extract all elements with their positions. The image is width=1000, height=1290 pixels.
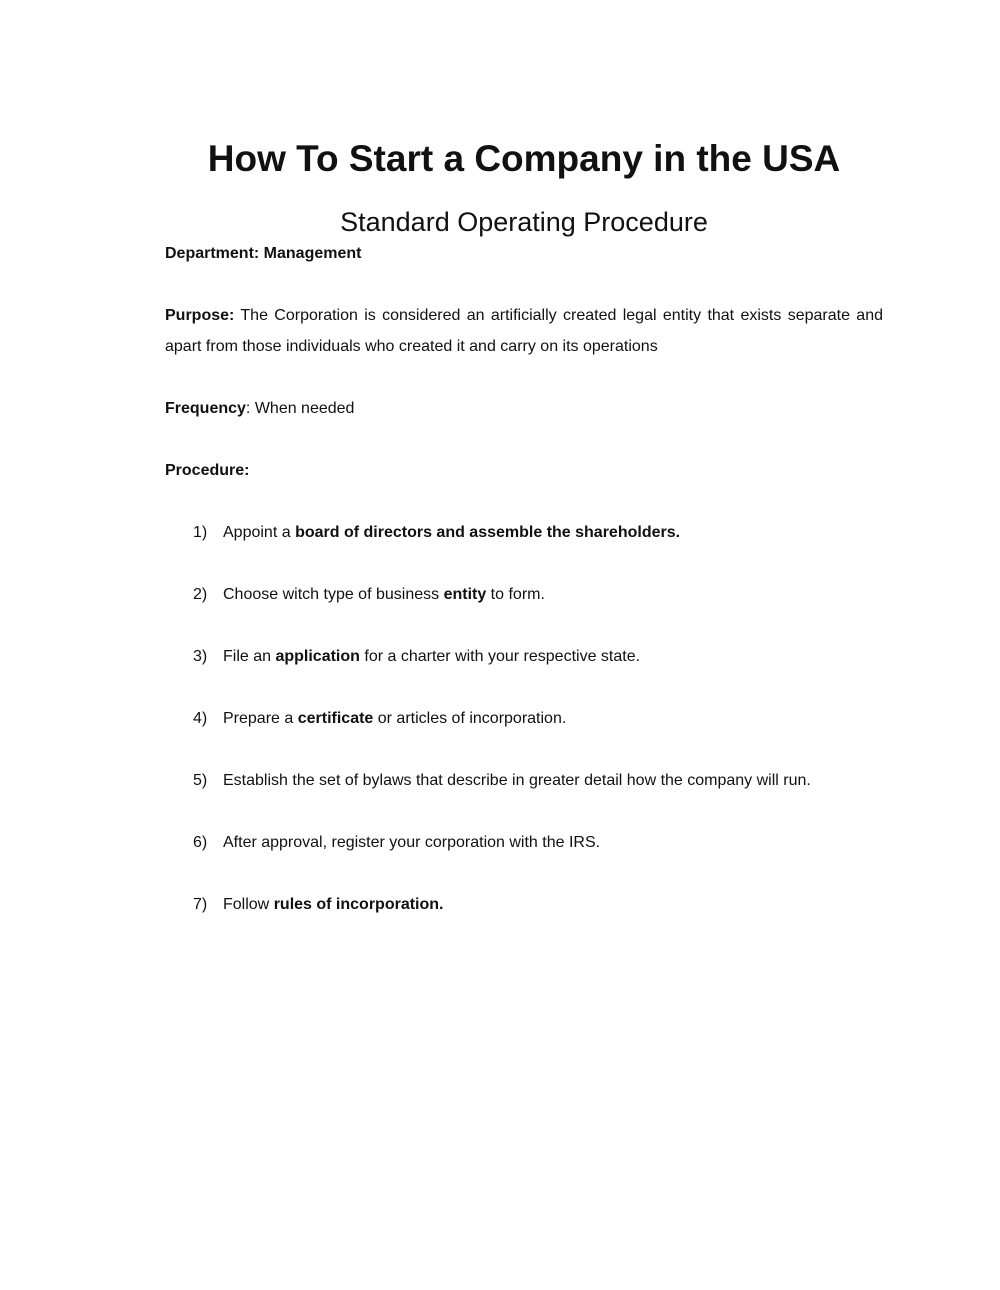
step-text-bold: rules of incorporation. — [273, 895, 444, 913]
step-number: 7) — [193, 895, 208, 913]
frequency-line — [165, 393, 883, 424]
department-line: Department: Management — [165, 244, 362, 262]
step-text — [223, 703, 883, 734]
step-number: 1) — [193, 523, 208, 541]
purpose-label: Purpose: — [165, 306, 235, 324]
step-text-bold: entity — [443, 585, 487, 603]
step-text-bold: application — [275, 647, 360, 665]
step-text-bold: board of directors and assemble the shareholders. — [295, 523, 681, 541]
step-text — [223, 765, 883, 796]
procedure-step-3 — [165, 641, 883, 672]
step-number: 3) — [193, 647, 208, 665]
step-text — [223, 889, 883, 920]
procedure-label: Procedure: — [165, 461, 250, 479]
frequency-text: : When needed — [245, 399, 355, 417]
procedure-step-7 — [165, 889, 883, 920]
step-text-regular: After approval, register your corporation with the IRS. — [223, 833, 601, 851]
step-text-regular: to form. — [486, 585, 545, 603]
procedure-step-4 — [165, 703, 883, 734]
step-number: 6) — [193, 833, 208, 851]
procedure-list — [165, 517, 883, 920]
document-body — [165, 238, 883, 920]
document-subtitle: Standard Operating Procedure — [340, 206, 708, 237]
step-text — [223, 517, 883, 548]
procedure-step-2 — [165, 579, 883, 610]
step-text-regular: Establish the set of bylaws that describe in greater detail how the company will run. — [223, 771, 811, 789]
step-text-regular: for a charter with your respective state. — [359, 647, 641, 665]
step-text-regular: Appoint a — [223, 523, 296, 541]
purpose-text: The Corporation is considered an artificially created legal entity that exists separate and apart from those individuals who created it and carry on its operations — [165, 306, 883, 355]
frequency-label: Frequency — [165, 399, 246, 417]
step-number: 5) — [193, 771, 208, 789]
step-number: 2) — [193, 585, 208, 603]
step-text — [223, 641, 883, 672]
purpose-paragraph — [165, 300, 883, 362]
step-number: 4) — [193, 709, 208, 727]
step-text-regular: Choose witch type of business — [223, 585, 444, 603]
step-text-regular: or articles of incorporation. — [373, 709, 567, 727]
procedure-step-5 — [165, 765, 883, 796]
step-text-regular: File an — [223, 647, 276, 665]
step-text — [223, 579, 883, 610]
step-text-regular: Prepare a — [223, 709, 298, 727]
procedure-step-6 — [165, 827, 883, 858]
procedure-step-1 — [165, 517, 883, 548]
document-title: How To Start a Company in the USA — [207, 138, 841, 179]
step-text-bold: certificate — [297, 709, 374, 727]
step-text-regular: Follow — [223, 895, 274, 913]
step-text — [223, 827, 883, 858]
